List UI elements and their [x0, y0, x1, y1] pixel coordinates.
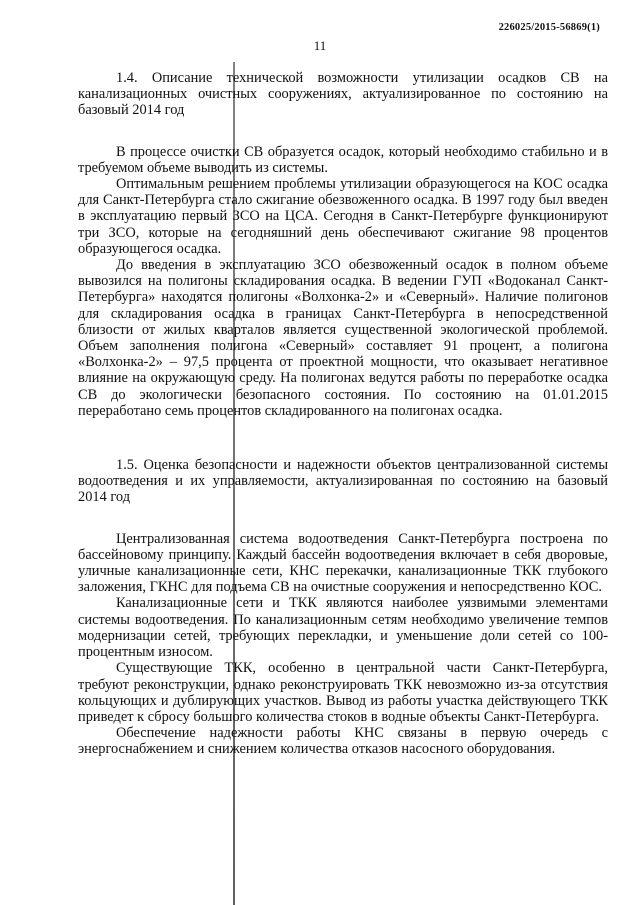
- paragraph: Оптимальным решением проблемы утилизации образующегося на КОС осадка для Санкт-Петербурга стало сжигание обезвоженного осадка. В 1997 году был введен в эксплуатацию первый ЗСО на ЦСА. Сегодня в Санкт-Петербурге функционируют три ЗСО, которые на сегодняшний день обеспечивают сжигание 98 процентов образующегося осадка.: [78, 176, 608, 257]
- paragraph: Существующие ТКК, особенно в центральной части Санкт-Петербурга, требуют реконструкции, однако реконструировать ТКК невозможно из-за отсутствия кольцующих и дублирующих участков. Вывод из работы участка действующего ТКК приведет к сбросу большого количества стоков в водные объекты Санкт-Петербурга.: [78, 660, 608, 725]
- section-heading-1-5: 1.5. Оценка безопасности и надежности объектов централизованной системы водоотведения и их управляемости, актуализированная по состоянию на базовый 2014 год: [78, 457, 608, 506]
- paragraph: В процессе очистки СВ образуется осадок, который необходимо стабильно и в требуемом объеме выводить из системы.: [78, 143, 608, 176]
- document-body: [78, 70, 608, 758]
- page-number: 11: [313, 38, 327, 53]
- paragraph: Централизованная система водоотведения Санкт-Петербурга построена по бассейновому принципу. Каждый бассейн водоотведения включает в себя дворовые, уличные канализационные сети, КНС перекачки, канализационные ТКК глубокого заложения, ГКНС для подъема СВ на очистные сооружения и непосредственно КОС.: [78, 530, 608, 596]
- paragraph: Обеспечение надежности работы КНС связаны в первую очередь с энергоснабжением и снижением количества отказов насосного оборудования.: [78, 725, 608, 758]
- paragraph: До введения в эксплуатацию ЗСО обезвоженный осадок в полном объеме вывозился на полигоны складирования осадка. В ведении ГУП «Водоканал Санкт-Петербурга» находятся полигоны «Волхонка-2» и «Северный». Наличие полигонов для складирования осадка в границах Санкт-Петербурга в непосредственной близости от жилых кварталов является существенной экологической проблемой. Объем заполнения полигона «Северный» составляет 91 процент, а полигона «Волхонка-2» – 97,5 процента от проектной мощности, что оказывает негативное влияние на окружающую среду. На полигонах ведутся работы по переработке осадка СВ до экологически безопасного состояния. По состоянию на 01.01.2015 переработано семь процентов складированного на полигонах осадка.: [78, 257, 608, 419]
- section-heading-1-4: 1.4. Описание технической возможности утилизации осадков СВ на канализационных очистных сооружениях, актуализированное по состоянию на базовый 2014 год: [78, 70, 608, 119]
- paragraph: Канализационные сети и ТКК являются наиболее уязвимыми элементами системы водоотведения. По канализационным сетям необходимо увеличение темпов модернизации сетей, требующих перекладки, и уменьшение доли сетей со 100-процентным износом.: [78, 595, 608, 661]
- document-registration-number: 226025/2015-56869(1): [498, 22, 600, 33]
